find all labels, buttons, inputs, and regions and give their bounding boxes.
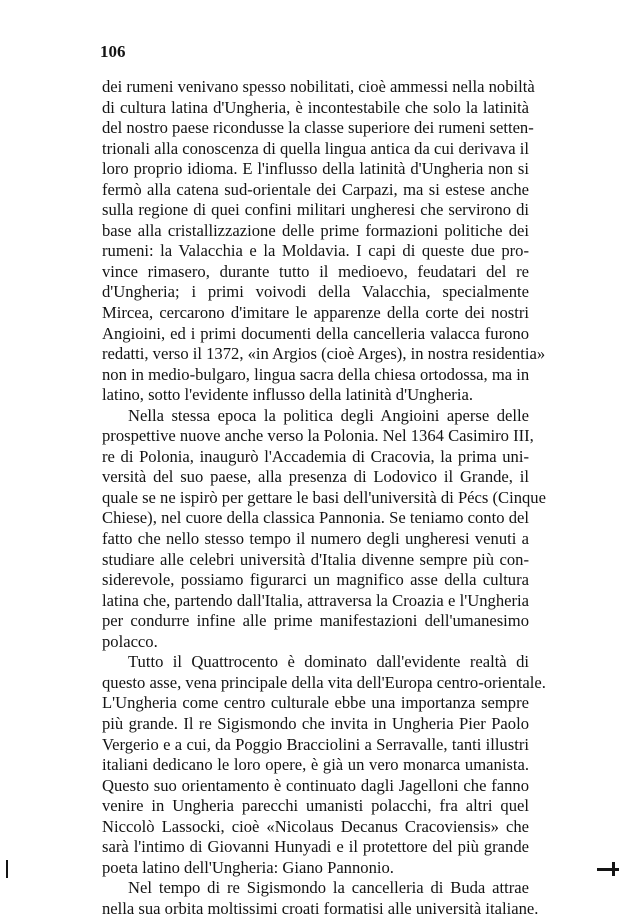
paragraph-start-line: Nel tempo di re Sigismondo la cancelleria di Buda attrae [128,878,529,898]
paragraph-end-line: polacco. [102,631,158,651]
paragraph-start-line: Tutto il Quattrocento è dominato dall'evidente realtà di [128,652,529,672]
text-line: re di Polonia, inaugurò l'Accademia di Cracovia, la prima uni- [102,446,529,466]
text-line: questo asse, vena principale della vita dell'Europa centro-orientale. [102,672,546,692]
page-number: 106 [100,42,126,61]
text-line: del nostro paese ricondusse la classe superiore dei rumeni setten- [102,118,534,138]
text-line: versità del suo paese, alla presenza di Lodovico il Grande, il [102,467,529,487]
text-line: rumeni: la Valacchia e la Moldavia. I capi di queste due pro- [102,241,529,261]
text-line: Chiese), nel cuore della classica Pannonia. Se teniamo conto del [102,508,529,528]
text-line: vince rimasero, durante tutto il medioevo, feudatari del re [102,261,529,281]
text-line: prospettive nuove anche verso la Polonia. Nel 1364 Casimiro III, [102,426,534,446]
text-line: fatto che nello stesso tempo il numero degli ungheresi venuti a [102,529,529,549]
text-line: più grande. Il re Sigismondo che invita in Ungheria Pier Paolo [102,713,529,733]
text-line: studiare alle celebri università d'Italia divenne sempre più con- [102,549,529,569]
text-line: L'Ungheria come centro culturale ebbe una importanza sempre [102,693,529,713]
body-text [102,77,546,919]
text-line: Angioini, ed i primi documenti della cancelleria valacca furono [102,323,529,343]
text-line: Questo suo orientamento è continuato dagli Jagelloni che fanno [102,775,529,795]
scan-artifact-mark [612,862,615,876]
text-line: Vergerio e a cui, da Poggio Bracciolini a Serravalle, tanti illustri [102,734,529,754]
text-line: sulla regione di quei confini militari ungheresi che servirono di [102,200,529,220]
text-line: non in medio-bulgaro, lingua sacra della chiesa ortodossa, ma in [102,364,530,384]
text-line: Niccolò Lassocki, cioè «Nicolaus Decanus Cracoviensis» che [102,816,529,836]
scan-artifact-mark [597,868,619,871]
text-line: redatti, verso il 1372, «in Argios (cioè Arges), in nostra residentia» [102,344,546,364]
text-line: quale se ne ispirò per gettare le basi dell'università di Pécs (Cinque [102,487,546,507]
text-line: dei rumeni venivano spesso nobilitati, cioè ammessi nella nobiltà [102,77,535,96]
text-line: di cultura latina d'Ungheria, è incontestabile che solo la latinità [102,97,529,117]
text-line: siderevole, possiamo figurarci un magnifico asse della cultura [102,570,529,590]
text-line: d'Ungheria; i primi voivodi della Valacchia, specialmente [102,282,529,302]
text-line: venire in Ungheria parecchi umanisti polacchi, fra altri quel [102,796,529,816]
text-line: latina che, partendo dall'Italia, attraversa la Croazia e l'Ungheria [102,590,529,610]
text-line: fermò alla catena sud-orientale dei Carpazi, ma si estese anche [102,179,529,199]
paragraph-end-line: poeta latino dell'Ungheria: Giano Pannonio. [102,857,394,877]
text-line: Mircea, cercarono d'imitare le apparenze della corte dei nostri [102,303,529,323]
text-line: italiani dedicano le loro opere, è già un vero monarca umanista. [102,755,529,775]
text-line: nella sua orbita moltissimi croati formatisi alle università italiane. [102,898,539,918]
text-line: trionali alla conoscenza di quella lingua antica da cui derivava il [102,138,529,158]
paragraph-start-line: Nella stessa epoca la politica degli Angioini aperse delle [128,405,529,425]
paragraph-end-line: latino, sotto l'evidente influsso della latinità d'Ungheria. [102,385,473,405]
scan-artifact-mark [6,860,8,878]
text-line: sarà l'intimo di Giovanni Hunyadi e il protettore del più grande [102,837,529,857]
text-line: loro proprio idioma. E l'influsso della latinità d'Ungheria non si [102,159,529,179]
text-line: base alla cristallizzazione delle prime formazioni politiche dei [102,220,529,240]
text-line: per condurre infine alle prime manifestazioni dell'umanesimo [102,611,529,631]
